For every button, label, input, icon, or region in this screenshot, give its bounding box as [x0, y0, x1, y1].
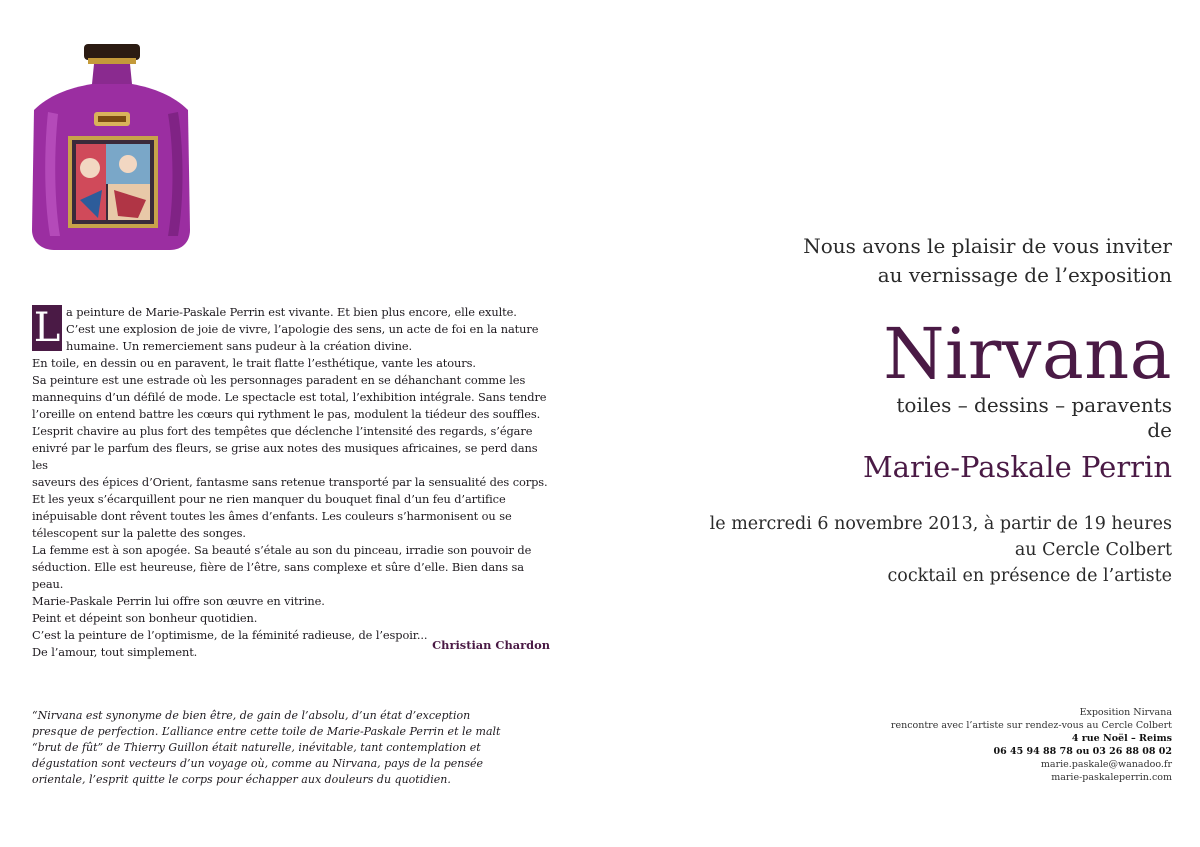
- exhibition-title: Nirvana: [883, 313, 1172, 395]
- by-label: de: [1147, 418, 1172, 442]
- bottle-illustration: [28, 40, 198, 255]
- essay-line: saveurs des épices d’Orient, fantasme sans retenue transporté par la sensualité des corps.: [32, 475, 548, 489]
- event-date: le mercredi 6 novembre 2013, à partir de 19 heures: [709, 514, 1172, 534]
- essay-line: La femme est à son apogée. Sa beauté s’étale au son du pinceau, irradie son pouvoir de: [32, 543, 532, 557]
- artist-name: Marie-Paskale Perrin: [862, 450, 1172, 484]
- contact-email[interactable]: marie.paskale@wanadoo.fr: [1040, 759, 1172, 770]
- contact-block: [752, 706, 1172, 784]
- essay-line: l’oreille on entend battre les cœurs qui rythment le pas, modulent la tiédeur des souffles.: [32, 407, 541, 421]
- essay-line: télescopent sur la palette des songes.: [32, 526, 246, 540]
- contact-exhibition: Exposition Nirvana: [1079, 707, 1172, 718]
- essay-line: Et les yeux s’écarquillent pour ne rien manquer du bouquet final d’un feu d’artifice: [32, 492, 506, 506]
- contact-phones: 06 45 94 88 78 ou 03 26 88 08 02: [993, 746, 1172, 757]
- essay-line: enivré par le parfum des fleurs, se grise aux notes des musiques africaines, se perd dans les: [32, 441, 538, 472]
- quote-line: presque de perfection. L’alliance entre cette toile de Marie-Paskale Perrin et le malt: [32, 725, 501, 738]
- essay-line: C’est la peinture de l’optimisme, de la féminité radieuse, de l’espoir...: [32, 628, 428, 642]
- essay-text: [32, 304, 552, 661]
- essay-line: humaine. Un remerciement sans pudeur à la création divine.: [66, 339, 413, 353]
- essay-line: Peint et dépeint son bonheur quotidien.: [32, 611, 258, 625]
- essay-line: inépuisable dont rêvent toutes les âmes d’enfants. Les couleurs s’harmonisent ou se: [32, 509, 512, 523]
- contact-meeting: rencontre avec l’artiste sur rendez-vous au Cercle Colbert: [890, 720, 1172, 731]
- essay-line: En toile, en dessin ou en paravent, le trait flatte l’esthétique, vante les atours.: [32, 356, 476, 370]
- essay-line: Sa peinture est une estrade où les personnages paradent en se déhanchant comme les: [32, 373, 526, 387]
- contact-website[interactable]: marie-paskaleperrin.com: [1051, 772, 1172, 783]
- quote-line: orientale, l’esprit quitte le corps pour échapper aux douleurs du quotidien.: [32, 773, 451, 786]
- essay-line: L’esprit chavire au plus fort des tempêtes que déclenche l’intensité des regards, s’égare: [32, 424, 533, 438]
- quote-line: “Nirvana est synonyme de bien être, de gain de l’absolu, d’un état d’exception: [32, 709, 471, 722]
- quote-line: “brut de fût” de Thierry Guillon était naturelle, inévitable, tant contemplation et: [32, 741, 481, 754]
- contact-address: 4 rue Noël – Reims: [1071, 733, 1172, 744]
- essay-signature: Christian Chardon: [432, 638, 550, 652]
- drop-cap: L: [33, 305, 61, 351]
- event-details: [652, 511, 1172, 589]
- event-venue: au Cercle Colbert: [1014, 540, 1172, 560]
- essay-line: Marie-Paskale Perrin lui offre son œuvre en vitrine.: [32, 594, 325, 608]
- invitation-line: au vernissage de l’exposition: [877, 263, 1172, 287]
- invitation-line: Nous avons le plaisir de vous inviter: [803, 234, 1172, 258]
- essay-line: De l’amour, tout simplement.: [32, 645, 198, 659]
- media-list: toiles – dessins – paravents: [896, 393, 1172, 417]
- essay-line: a peinture de Marie-Paskale Perrin est vivante. Et bien plus encore, elle exulte.: [66, 305, 517, 319]
- invitation-intro: [652, 232, 1172, 290]
- essay-line: mannequins d’un défilé de mode. Le spectacle est total, l’exhibition intégrale. Sans tendre: [32, 390, 547, 404]
- essay-line: séduction. Elle est heureuse, fière de l’être, sans complexe et sûre d’elle. Bien dans sa peau.: [32, 560, 524, 591]
- quote-line: dégustation sont vecteurs d’un voyage où, comme au Nirvana, pays de la pensée: [32, 757, 484, 770]
- event-cocktail: cocktail en présence de l’artiste: [887, 566, 1172, 586]
- quote-block: [32, 708, 502, 788]
- exhibition-subtitle: [896, 393, 1172, 443]
- essay-line: C’est une explosion de joie de vivre, l’apologie des sens, un acte de foi en la nature: [66, 322, 539, 336]
